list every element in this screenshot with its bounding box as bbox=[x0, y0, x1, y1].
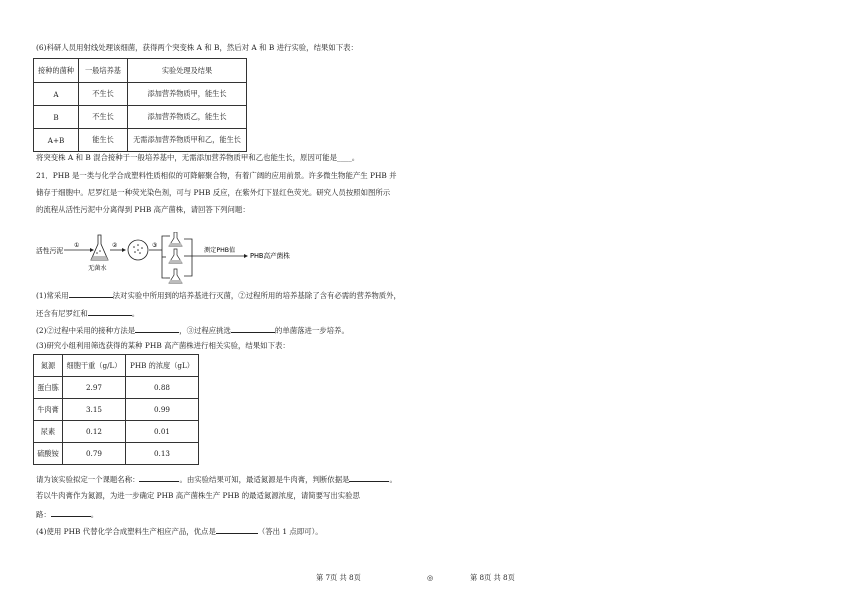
q21-part1-line1 bbox=[36, 289, 401, 301]
q21-line2: 储存于细胞中。尼罗红是一种荧光染色剂，可与 PHB 反应，在紫外灯下显红色荧光。研究人员按照如图所示 bbox=[36, 188, 391, 197]
q21-p2-text-c: 的单菌落进一步培养。 bbox=[274, 326, 349, 335]
table-cell: 蛋白胨 bbox=[34, 377, 63, 399]
culture-tube-icon bbox=[169, 249, 182, 263]
q21-part2 bbox=[36, 324, 349, 336]
table-header-cell: 实验处理及结果 bbox=[128, 59, 247, 83]
q21-part4 bbox=[36, 525, 323, 537]
q21-p4-text-b: （答出 1 点即可）。 bbox=[257, 527, 323, 536]
table-row bbox=[34, 443, 199, 465]
table-cell: 添加营养物质甲，能生长 bbox=[128, 83, 247, 106]
table-cell: 尿素 bbox=[34, 421, 63, 443]
nitrogen-table bbox=[33, 354, 199, 465]
table-cell: 能生长 bbox=[79, 129, 128, 152]
page-number-left: 第 7页 共 8页 bbox=[316, 573, 361, 582]
table-header-cell: 细胞干重（g/L） bbox=[63, 355, 126, 377]
q21-p1-text-b: 法对实验中所用到的培养基进行灭菌，②过程所用的培养基除了含有必需的营养物质外， bbox=[112, 291, 401, 300]
answer-blank[interactable] bbox=[349, 473, 389, 482]
q21-p4-text-a: (4)使用 PHB 代替化学合成塑料生产相应产品，优点是 bbox=[36, 527, 216, 536]
table-cell: 不生长 bbox=[79, 83, 128, 106]
table-row bbox=[34, 83, 247, 106]
culture-tube-icon bbox=[169, 232, 182, 246]
q21-p3-text-b: 。由实验结果可知，最适氮源是牛肉膏，判断依据是 bbox=[179, 475, 350, 484]
q6-intro: (6)科研人员用射线处理该细菌，获得两个突变株 A 和 B，然后对 A 和 B 进行实验，结果如下表： bbox=[36, 43, 358, 52]
flask-icon bbox=[91, 235, 108, 260]
table-cell: 2.97 bbox=[63, 377, 126, 399]
table-row bbox=[34, 421, 199, 443]
answer-blank[interactable] bbox=[231, 324, 275, 333]
q21-part3-intro: (3)研究小组利用筛选获得的某种 PHB 高产菌株进行相关实验，结果如下表： bbox=[36, 341, 290, 350]
petri-dish-icon bbox=[128, 240, 148, 260]
q21-part1-line2 bbox=[36, 307, 139, 319]
q21-p2-text-a: (2)②过程中采用的接种方法是 bbox=[36, 326, 136, 335]
q6-followup: 将突变株 A 和 B 混合接种于一般培养基中，无需添加营养物质甲和乙也能生长，原因可能是____。 bbox=[36, 153, 360, 162]
culture-tube-icon bbox=[169, 269, 182, 283]
q21-line3: 的流程从活性污泥中分离得到 PHB 高产菌株，请回答下列问题： bbox=[36, 205, 250, 214]
q21-p3-text-a: 请为该实验拟定一个课题名称： bbox=[36, 475, 140, 484]
arrowhead-2 bbox=[122, 248, 126, 252]
arrowhead-1 bbox=[90, 248, 94, 252]
table-row bbox=[34, 129, 247, 152]
binding-mark-icon: ◎ bbox=[427, 573, 434, 582]
table-cell: 添加营养物质乙，能生长 bbox=[128, 106, 247, 129]
answer-blank[interactable] bbox=[135, 324, 179, 333]
table-cell: A+B bbox=[34, 129, 79, 152]
medium-label: 无菌水 bbox=[88, 265, 107, 272]
table-cell: 硫酸铵 bbox=[34, 443, 63, 465]
step-3-label: ③ bbox=[152, 242, 158, 249]
q21-p1-text-c: 还含有尼罗红和 bbox=[36, 309, 88, 318]
answer-blank[interactable] bbox=[216, 525, 258, 534]
result-label: PHB高产菌株 bbox=[250, 252, 290, 260]
measure-label: 测定PHB值 bbox=[204, 247, 236, 254]
table-row bbox=[34, 377, 199, 399]
table-header-row bbox=[34, 355, 199, 377]
table-cell: B bbox=[34, 106, 79, 129]
answer-blank[interactable] bbox=[88, 307, 132, 316]
table-cell: 0.12 bbox=[63, 421, 126, 443]
q21-p1-text-d: 。 bbox=[131, 309, 140, 318]
branch-bracket-right bbox=[184, 239, 192, 276]
table-row bbox=[34, 399, 199, 421]
mutant-table bbox=[33, 58, 247, 152]
table-cell: 无需添加营养物质甲和乙，能生长 bbox=[128, 129, 247, 152]
q21-p3-text-e: 路： bbox=[36, 510, 51, 519]
table-header-cell: 氮源 bbox=[34, 355, 63, 377]
table-cell: 0.01 bbox=[126, 421, 199, 443]
answer-blank[interactable] bbox=[139, 473, 179, 482]
step-1-label: ① bbox=[74, 242, 80, 249]
q21-p2-text-b: ，③过程应挑选 bbox=[179, 326, 231, 335]
q21-p3-text-f: 。 bbox=[90, 510, 99, 519]
table-header-row bbox=[34, 59, 247, 83]
table-cell: 0.88 bbox=[126, 377, 199, 399]
q21-part3-line1 bbox=[36, 473, 397, 485]
step-2-label: ② bbox=[112, 242, 118, 249]
table-cell: 牛肉膏 bbox=[34, 399, 63, 421]
table-header-cell: 一般培养基 bbox=[79, 59, 128, 83]
page-number-right: 第 8页 共 8页 bbox=[470, 573, 515, 582]
table-cell: A bbox=[34, 83, 79, 106]
table-row bbox=[34, 106, 247, 129]
table-header-cell: PHB 的浓度（gL） bbox=[126, 355, 199, 377]
table-cell: 0.99 bbox=[126, 399, 199, 421]
q21-p1-text-a: (1)常采用 bbox=[36, 291, 69, 300]
table-cell: 不生长 bbox=[79, 106, 128, 129]
answer-blank[interactable] bbox=[51, 508, 91, 517]
answer-blank[interactable] bbox=[69, 289, 113, 298]
flow-diagram bbox=[34, 232, 304, 286]
table-cell: 3.15 bbox=[63, 399, 126, 421]
q21-p3-text-c: 。 bbox=[389, 475, 397, 484]
arrowhead-4 bbox=[244, 254, 248, 258]
source-label: 活性污泥 bbox=[36, 247, 64, 255]
table-header-cell: 接种的菌种 bbox=[34, 59, 79, 83]
table-cell: 0.79 bbox=[63, 443, 126, 465]
table-cell: 0.13 bbox=[126, 443, 199, 465]
q21-part3-line2: 若以牛肉膏作为氮源，为进一步确定 PHB 高产菌株生产 PHB 的最适氮源浓度，请简要写出实验思 bbox=[36, 491, 360, 500]
q21-line1: 21．PHB 是一类与化学合成塑料性质相似的可降解聚合物，有着广阔的应用前景。许多微生物能产生 PHB 并 bbox=[36, 171, 397, 180]
q21-part3-line3 bbox=[36, 508, 98, 520]
